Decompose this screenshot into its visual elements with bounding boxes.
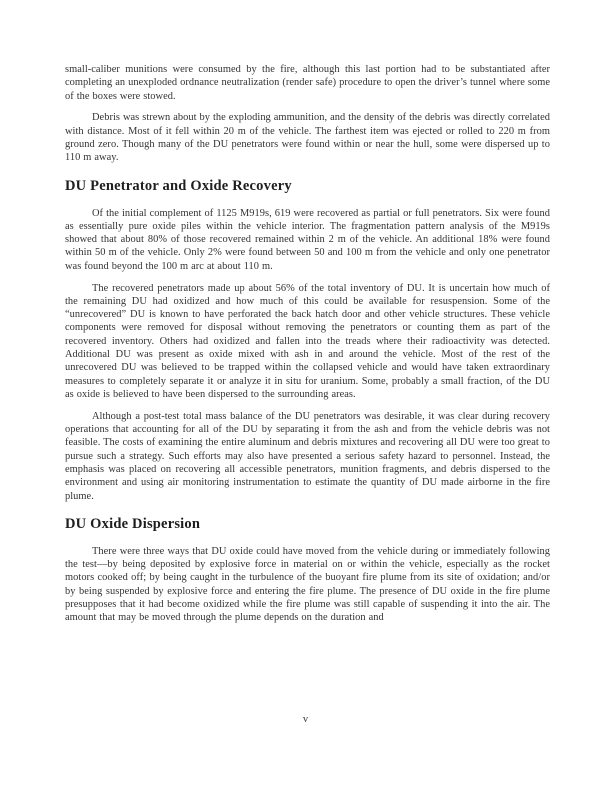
heading-du-oxide-dispersion: DU Oxide Dispersion [65,515,201,532]
document-page [65,63,550,633]
heading-du-penetrator-and-oxide-recovery: DU Penetrator and Oxide Recovery [65,177,292,194]
page-number: v [302,714,309,725]
paragraph-recovery-inventory: Of the initial complement of 1125 M919s, 619 were recovered as partial or full penetrators. Six were found as essentially pure oxide piles within the vehicle interior. The fragmentation pattern analysis of the M919s showed that about 80% of those recovered remained within 2 m of the vehicle. An additional 18% were found within 50 m of the vehicle. Only 2% were found between 50 and 100 m from the vehicle and only one penetrator was found beyond the 100 m arc at about 110 m. [65,207,550,272]
paragraph-debris-dispersion: Debris was strewn about by the exploding ammunition, and the density of the debris was directly correlated with distance. Most of it fell within 20 m of the vehicle. The farthest item was ejected or rolled to 220 m from ground zero. Though many of the DU penetrators were found within or near the hull, some were dispersed up to 110 m away. [65,112,550,164]
paragraph-mass-balance: Although a post-test total mass balance of the DU penetrators was desirable, it was clear during recovery operations that accounting for all of the DU by separating it from the ash and from the vehicle debris was not feasible. The costs of examining the entire aluminum and debris mixtures and recovering all DU were too great to pursue such a strategy. Such efforts may also have presented a serious safety hazard to personnel. Instead, the emphasis was placed on recovering all accessible penetrators, munition fragments, and debris dispersed to the environment and using air monitoring instrumentation to estimate the quantity of DU made airborne in the fire plume. [65,410,550,502]
paragraph-recovered-penetrators: The recovered penetrators made up about 56% of the total inventory of DU. It is uncertain how much of the remaining DU had oxidized and how much of this could be available for resuspension. Some of the “unrecovered” DU is known to have perforated the back hatch door and other vehicle structures. These vehicle components were removed for disposal without removing the penetrators or counting them as part of the recovered inventory. Others had oxidized and fallen into the treads where their radioactivity was detected. Additional DU was present as oxide mixed with ash in and around the vehicle. Most of the rest of the unrecovered DU was believed to be trapped within the collapsed vehicle and would have taken extraordinary measures to completely separate it or analyze it in situ for uranium. Some, probably a small fraction, of the DU as oxide is believed to have been dispersed to the surrounding areas. [65,282,550,400]
paragraph-oxide-movement: There were three ways that DU oxide could have moved from the vehicle during or immediately following the test—by being deposited by explosive force in material on or within the vehicle, especially as the rocket motors cooked off; by being caught in the turbulence of the buoyant fire plume from its site of oxidation; and/or by being suspended by explosive force and entering the fire plume. The presence of DU oxide in the fire plume presupposes that it had become oxidized while the fire plume was still capable of suspending it into the air. The amount that may be moved through the plume depends on the duration and [65,545,550,624]
paragraph-intro-continuation: small-caliber munitions were consumed by the fire, although this last portion had to be substantiated after completing an unexploded ordnance neutralization (render safe) procedure to open the driver’s tunnel where some of the boxes were stowed. [65,64,550,102]
